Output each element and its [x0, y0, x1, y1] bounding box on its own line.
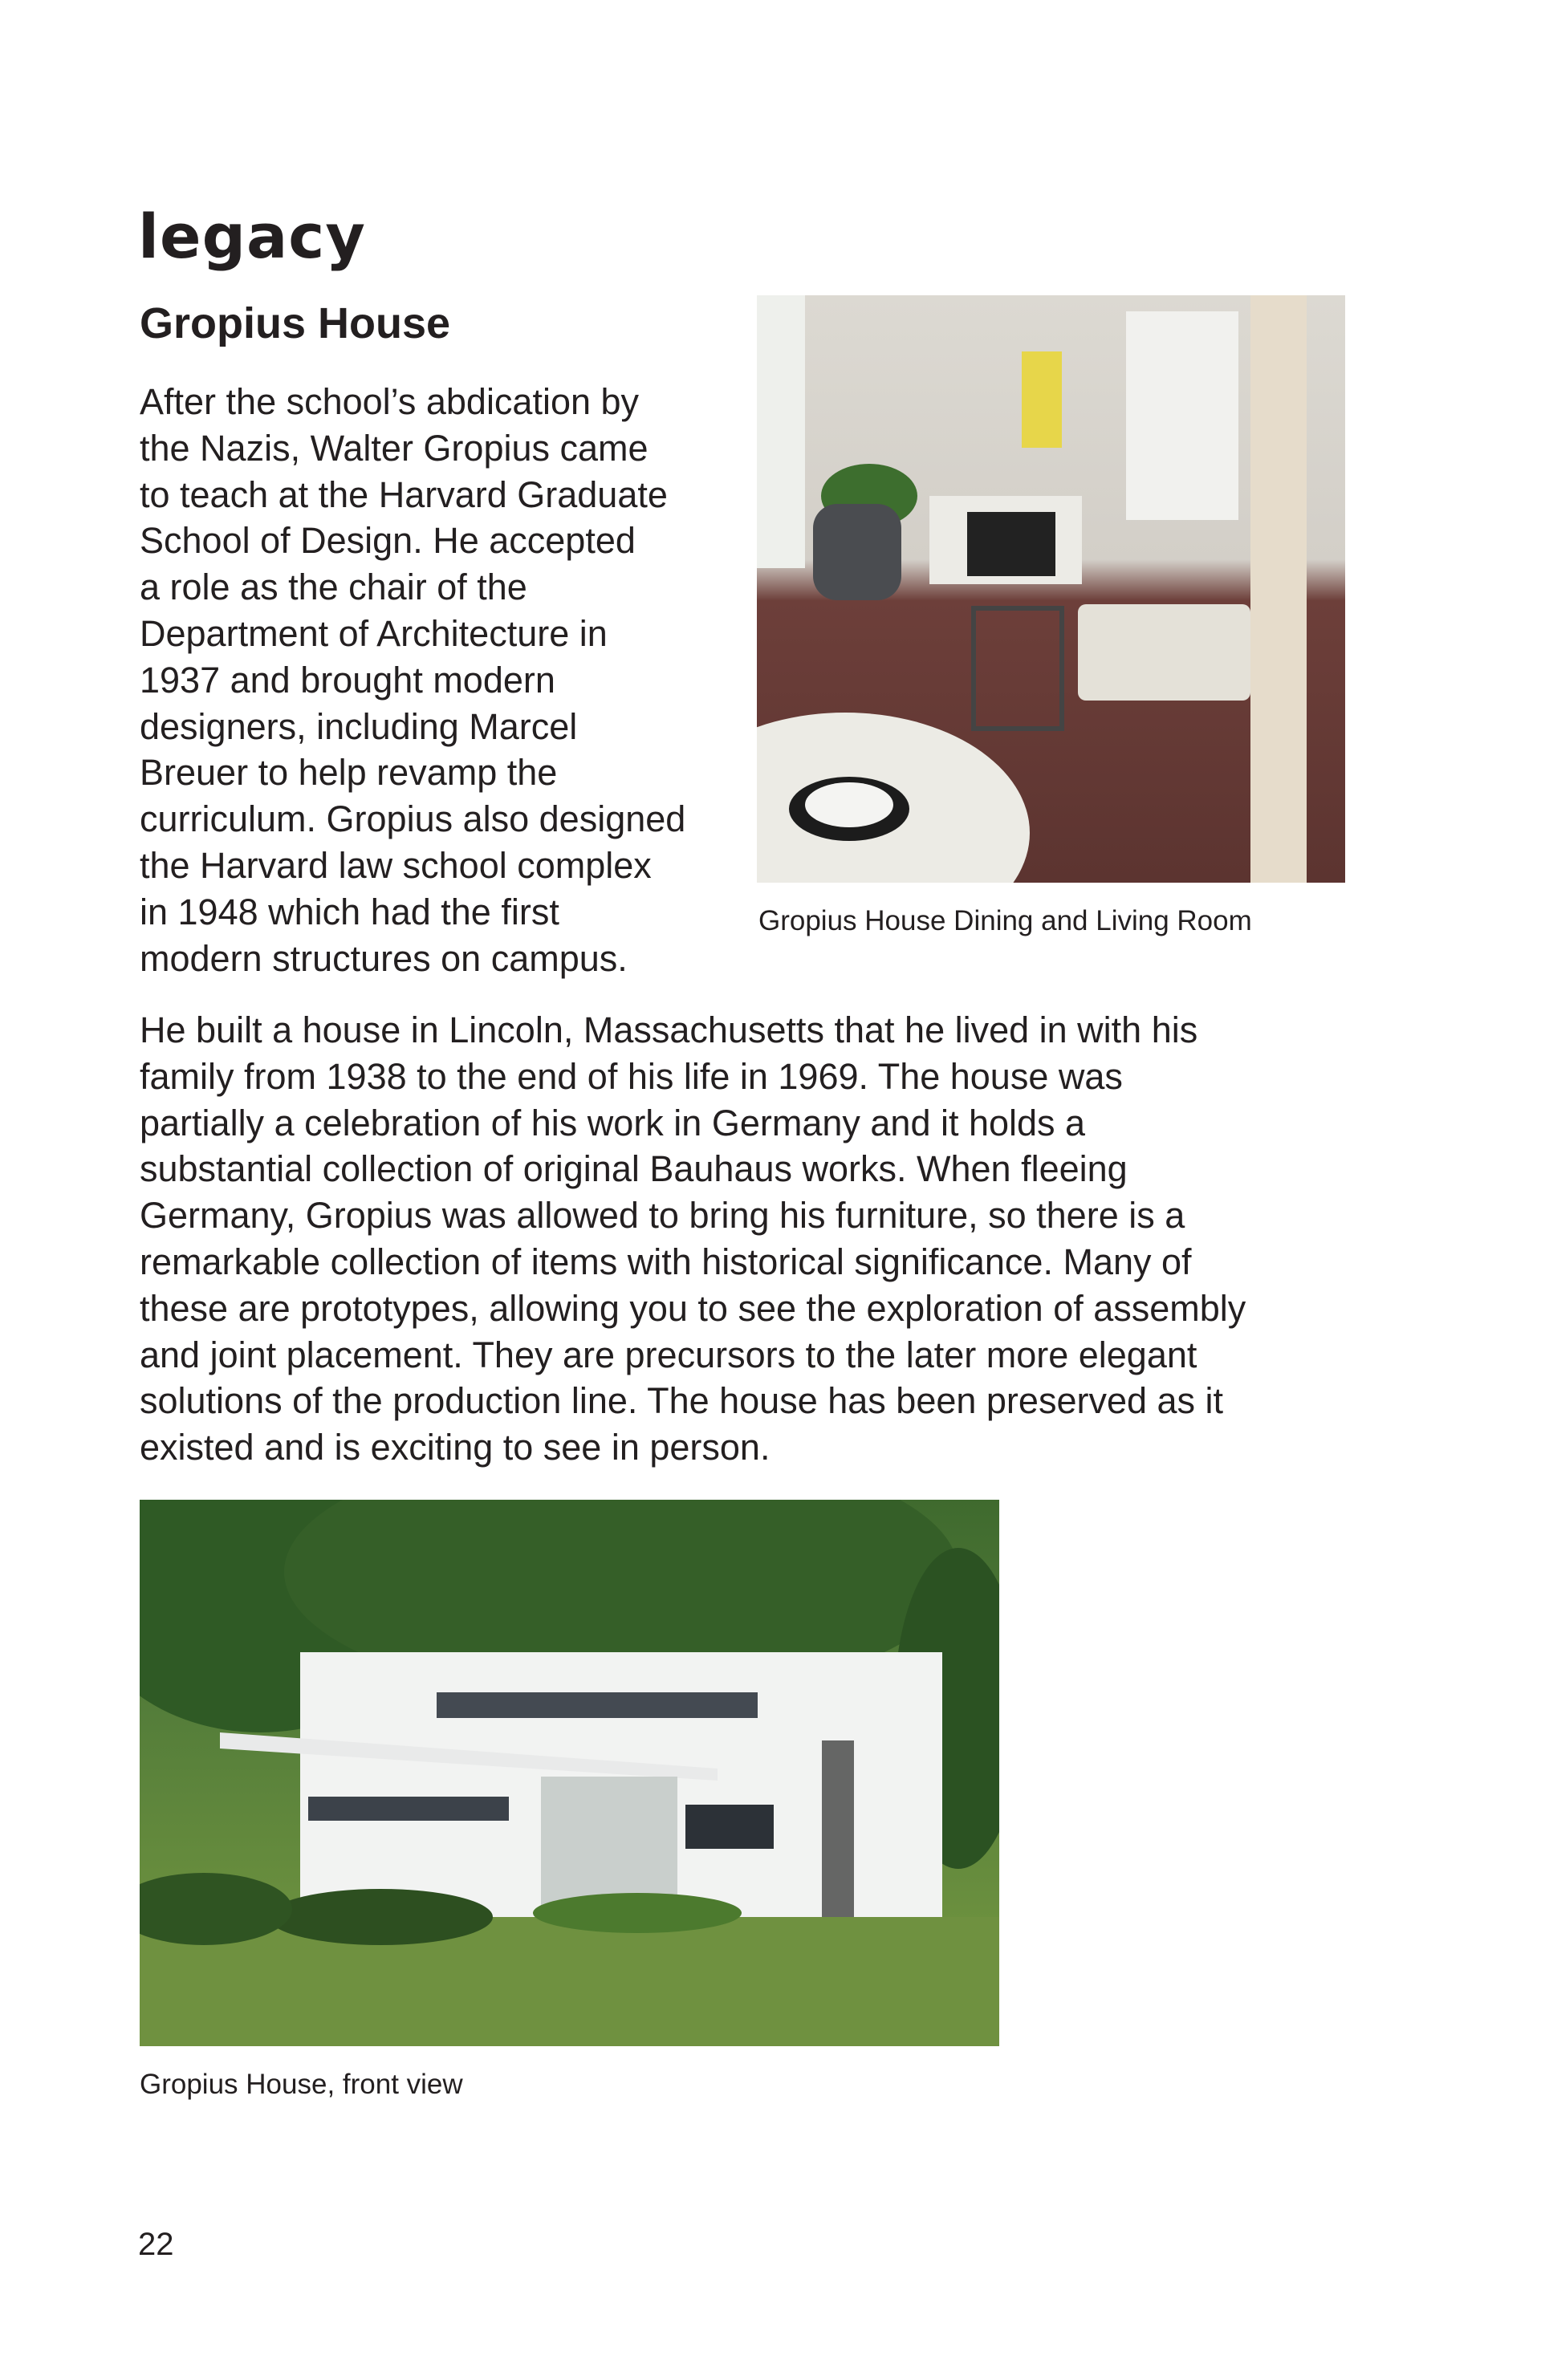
text-line: partially a celebration of his work in Germany and it holds a — [140, 1102, 1086, 1143]
text-line: in 1948 which had the first — [140, 891, 559, 932]
text-line: existed and is exciting to see in person. — [140, 1427, 770, 1468]
figure-caption: Gropius House Dining and Living Room — [758, 905, 1252, 936]
text-line: After the school’s abdication by — [140, 381, 640, 422]
text-line: Germany, Gropius was allowed to bring his furniture, so there is a — [140, 1195, 1185, 1237]
subtitle: Gropius House — [140, 299, 451, 347]
page-number: 22 — [138, 2227, 174, 2262]
figure-caption: Gropius House, front view — [140, 2069, 463, 2100]
text-line: remarkable collection of items with historical significance. Many of — [140, 1241, 1192, 1282]
text-line: He built a house in Lincoln, Massachusetts that he lived in with his — [140, 1009, 1198, 1050]
text-line: to teach at the Harvard Graduate — [140, 473, 668, 515]
text-line: a role as the chair of the — [140, 567, 527, 608]
text-line: curriculum. Gropius also designed — [140, 798, 686, 840]
paragraph-1 — [140, 379, 685, 981]
text-line: substantial collection of original Bauhaus works. When fleeing — [140, 1148, 1128, 1190]
text-line: modern structures on campus. — [140, 937, 628, 979]
section-heading: legacy — [138, 201, 366, 272]
text-line: these are prototypes, allowing you to see the exploration of assembly — [140, 1287, 1246, 1329]
photo-dining-living-room — [757, 295, 1345, 883]
text-line: School of Design. He accepted — [140, 520, 636, 562]
text-line: designers, including Marcel — [140, 705, 578, 747]
paragraph-2 — [140, 1007, 1246, 1471]
photo-front-view — [140, 1500, 999, 2046]
text-line: the Nazis, Walter Gropius came — [140, 427, 649, 469]
text-line: family from 1938 to the end of his life in 1969. The house was — [140, 1055, 1123, 1097]
text-line: the Harvard law school complex — [140, 844, 652, 886]
text-line: solutions of the production line. The house has been preserved as it — [140, 1380, 1224, 1422]
text-line: Breuer to help revamp the — [140, 752, 558, 794]
text-line: 1937 and brought modern — [140, 659, 555, 701]
text-line: and joint placement. They are precursors to the later more elegant — [140, 1334, 1197, 1375]
text-line: Department of Architecture in — [140, 612, 608, 654]
